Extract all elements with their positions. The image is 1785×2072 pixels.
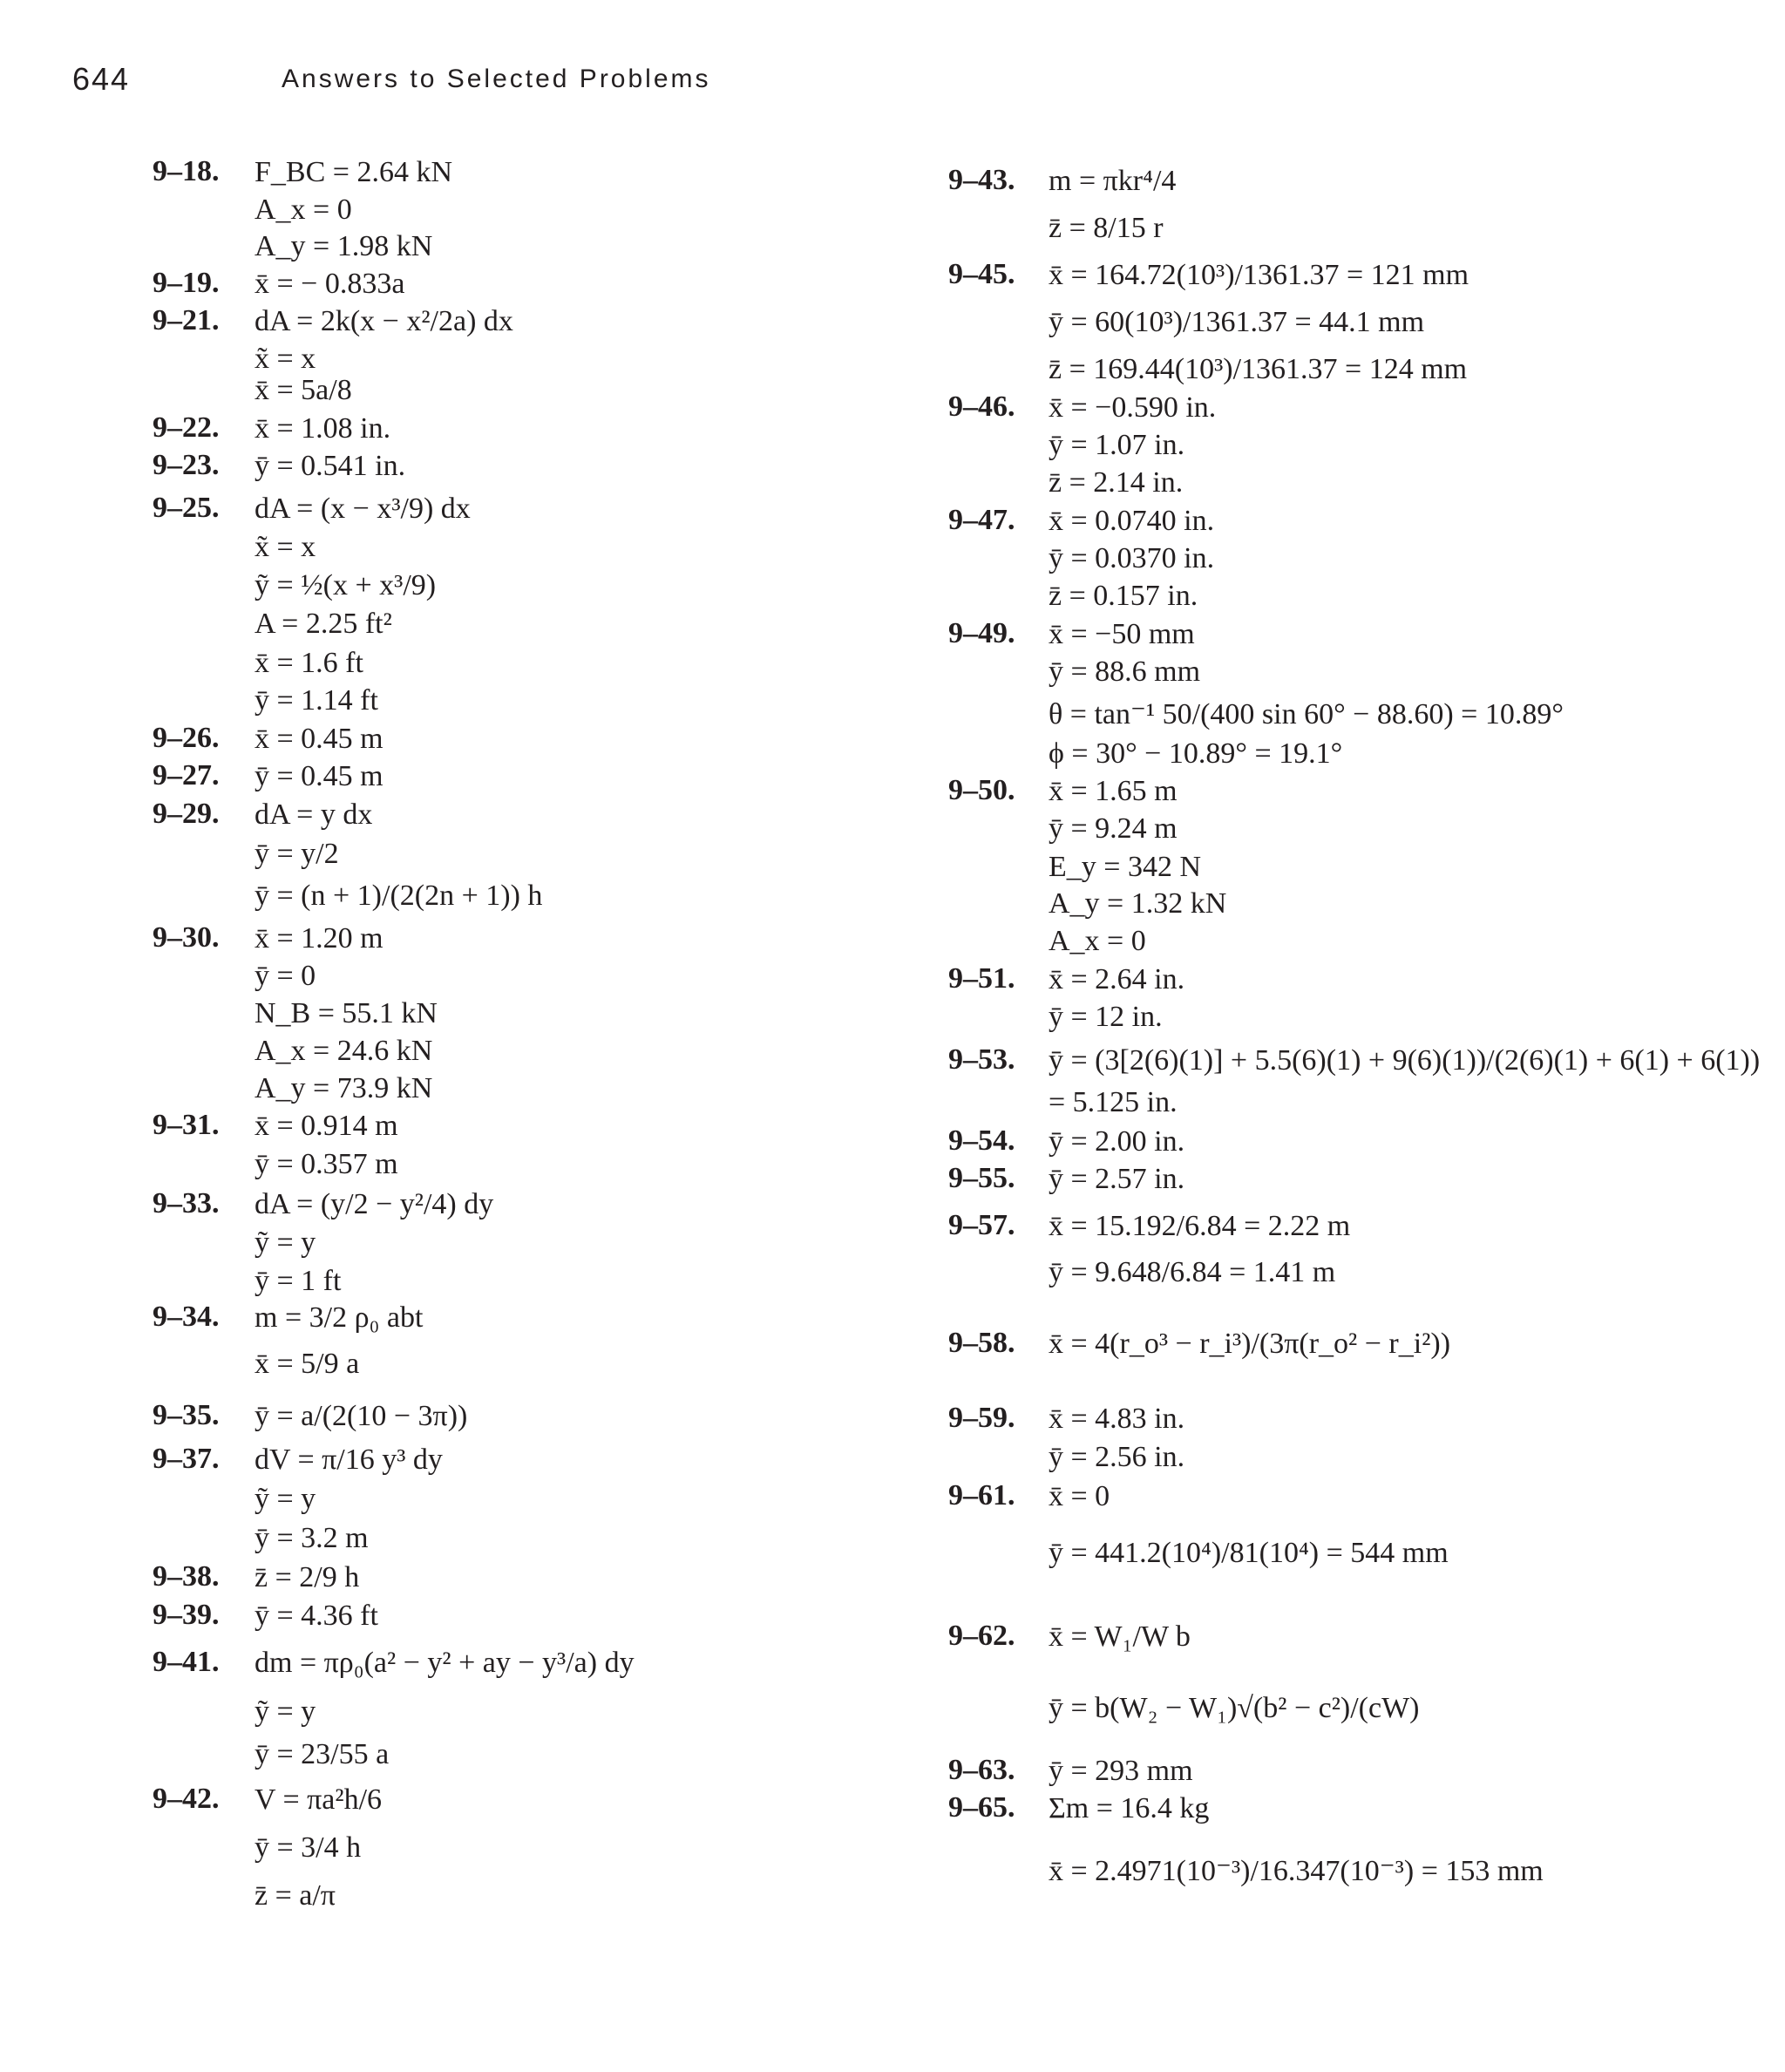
answer-line: ỹ = y [255,1483,316,1515]
answer-line: ỹ = y [255,1226,316,1259]
page-number: 644 [72,61,131,97]
answer-line: ȳ = b(W₂ − W₁)√(b² − c²)/(cW) [1049,1692,1420,1724]
answer-line: ȳ = 9.24 m [1049,812,1178,845]
answer-line: ȳ = 0 [255,960,316,992]
answer-line: A_x = 0 [255,194,352,226]
answer-line: x̄ = −0.590 in. [1049,391,1217,424]
answer-line: ȳ = 9.648/6.84 = 1.41 m [1049,1256,1336,1288]
answer-line: x̄ = 0 [1049,1480,1110,1512]
problem-number: 9–51. [948,962,1015,995]
problem-number: 9–50. [948,774,1015,806]
answer-line: dA = 2k(x − x²/2a) dx [255,305,513,337]
problem-number: 9–53. [948,1043,1015,1076]
problem-number: 9–47. [948,504,1015,536]
answer-line: ȳ = 293 mm [1049,1755,1193,1787]
answer-line: x̄ = 1.65 m [1049,775,1178,807]
answer-line: ȳ = 3/4 h [255,1831,362,1864]
answer-line: x̄ = 1.6 ft [255,647,363,679]
answer-line: x̄ = −50 mm [1049,618,1195,650]
problem-number: 9–62. [948,1620,1015,1652]
answer-line: dm = πρ₀(a² − y² + ay − y³/a) dy [255,1647,635,1679]
answer-line: N_B = 55.1 kN [255,997,438,1029]
answer-line: A_x = 0 [1049,925,1146,957]
problem-number: 9–29. [153,798,220,830]
problem-number: 9–54. [948,1124,1015,1157]
answer-line: x̄ = 1.08 in. [255,412,391,445]
answer-line: A_x = 24.6 kN [255,1035,433,1067]
problem-number: 9–23. [153,449,220,481]
answer-line: dV = π/16 y³ dy [255,1444,443,1476]
answer-line: x̄ = W₁/W b [1049,1620,1191,1653]
problem-number: 9–63. [948,1754,1015,1786]
problem-number: 9–41. [153,1646,220,1678]
problem-number: 9–18. [153,155,220,187]
problem-number: 9–27. [153,759,220,791]
problem-number: 9–55. [948,1162,1015,1194]
answer-line: ȳ = y/2 [255,838,339,870]
answer-line: z̄ = 169.44(10³)/1361.37 = 124 mm [1049,353,1468,385]
problem-number: 9–42. [153,1783,220,1815]
problem-number: 9–57. [948,1209,1015,1241]
answer-line: ȳ = 1.14 ft [255,684,378,717]
problem-number: 9–26. [153,722,220,754]
answer-line: dA = (x − x³/9) dx [255,493,471,525]
problem-number: 9–65. [948,1791,1015,1824]
problem-number: 9–37. [153,1443,220,1475]
answer-line: ȳ = a/(2(10 − 3π)) [255,1400,468,1432]
answer-line: ȳ = 60(10³)/1361.37 = 44.1 mm [1049,306,1425,338]
problem-number: 9–33. [153,1187,220,1219]
answer-line: A = 2.25 ft² [255,608,392,640]
answer-line: ȳ = 3.2 m [255,1522,369,1554]
answer-line: z̄ = 8/15 r [1049,212,1164,244]
problem-number: 9–25. [153,492,220,524]
running-head: Answers to Selected Problems [282,65,711,93]
problem-number: 9–35. [153,1399,220,1431]
answer-line: ȳ = 1.07 in. [1049,429,1185,461]
problem-number: 9–46. [948,391,1015,423]
problem-number: 9–39. [153,1599,220,1631]
answer-line: x̃ = x [255,343,316,375]
problem-number: 9–61. [948,1479,1015,1512]
answer-line: ỹ = ½(x + x³/9) [255,569,437,601]
answer-line: = 5.125 in. [1049,1086,1178,1118]
answer-line: x̃ = x [255,531,316,563]
answer-line: x̄ = 1.20 m [255,922,383,954]
problem-number: 9–58. [948,1327,1015,1359]
answer-line: m = πkr⁴/4 [1049,165,1177,197]
problem-number: 9–59. [948,1402,1015,1434]
answer-line: ȳ = (3[2(6)(1)] + 5.5(6)(1) + 9(6)(1))/(2(6)(1) + 6(1) + 6(1)) [1049,1044,1761,1077]
answer-line: x̄ = 0.914 m [255,1110,398,1142]
answer-line: m = 3/2 ρ₀ abt [255,1301,424,1334]
answer-line: ȳ = 2.00 in. [1049,1125,1185,1158]
answer-line: ȳ = 0.0370 in. [1049,542,1215,574]
answer-line: x̄ = 164.72(10³)/1361.37 = 121 mm [1049,259,1469,291]
answer-line: ȳ = 12 in. [1049,1001,1163,1033]
answer-line: A_y = 1.32 kN [1049,887,1227,920]
answer-line: ȳ = 88.6 mm [1049,656,1201,688]
problem-number: 9–34. [153,1301,220,1333]
answer-line: ỹ = y [255,1695,316,1728]
answer-line: x̄ = 5/9 a [255,1348,360,1380]
answer-line: dA = y dx [255,798,373,831]
answer-line: ȳ = 4.36 ft [255,1600,378,1632]
answer-line: A_y = 73.9 kN [255,1072,433,1104]
problem-number: 9–21. [153,304,220,336]
answer-line: x̄ = 2.64 in. [1049,963,1185,995]
answer-line: x̄ = 0.0740 in. [1049,505,1215,537]
problem-number: 9–19. [153,267,220,299]
answer-line: x̄ = 5a/8 [255,374,352,406]
problem-number: 9–31. [153,1109,220,1141]
answer-line: Σm = 16.4 kg [1049,1792,1210,1824]
answer-line: θ = tan⁻¹ 50/(400 sin 60° − 88.60) = 10.89° [1049,698,1564,730]
answer-line: ȳ = 2.56 in. [1049,1441,1185,1473]
answer-line: x̄ = 2.4971(10⁻³)/16.347(10⁻³) = 153 mm [1049,1855,1544,1887]
problem-number: 9–49. [948,617,1015,649]
answer-line: z̄ = 2/9 h [255,1561,360,1593]
answer-line: A_y = 1.98 kN [255,230,433,262]
answer-line: F_BC = 2.64 kN [255,156,452,188]
problem-number: 9–38. [153,1560,220,1593]
answer-line: ȳ = 2.57 in. [1049,1163,1185,1195]
answer-line: z̄ = 0.157 in. [1049,580,1198,612]
answer-line: ȳ = 441.2(10⁴)/81(10⁴) = 544 mm [1049,1537,1449,1569]
answer-line: ȳ = 0.541 in. [255,450,406,482]
answer-line: x̄ = 4.83 in. [1049,1403,1185,1435]
answer-line: ϕ = 30° − 10.89° = 19.1° [1049,737,1343,770]
answer-line: z̄ = 2.14 in. [1049,466,1184,499]
answer-line: ȳ = 1 ft [255,1265,342,1297]
answer-line: ȳ = 0.357 m [255,1148,398,1180]
answer-line: ȳ = (n + 1)/(2(2n + 1)) h [255,880,543,912]
answer-line: ȳ = 0.45 m [255,760,383,792]
answer-line: E_y = 342 N [1049,851,1201,883]
answer-line: x̄ = 0.45 m [255,723,383,755]
answer-line: z̄ = a/π [255,1879,336,1912]
answer-line: ȳ = 23/55 a [255,1738,390,1770]
answer-line: dA = (y/2 − y²/4) dy [255,1188,494,1220]
problem-number: 9–43. [948,164,1015,196]
answer-line: x̄ = 4(r_o³ − r_i³)/(3π(r_o² − r_i²)) [1049,1328,1451,1360]
problem-number: 9–22. [153,411,220,444]
answer-line: V = πa²h/6 [255,1783,383,1816]
answer-line: x̄ = − 0.833a [255,268,405,300]
problem-number: 9–30. [153,921,220,954]
problem-number: 9–45. [948,258,1015,290]
answer-line: x̄ = 15.192/6.84 = 2.22 m [1049,1210,1351,1242]
